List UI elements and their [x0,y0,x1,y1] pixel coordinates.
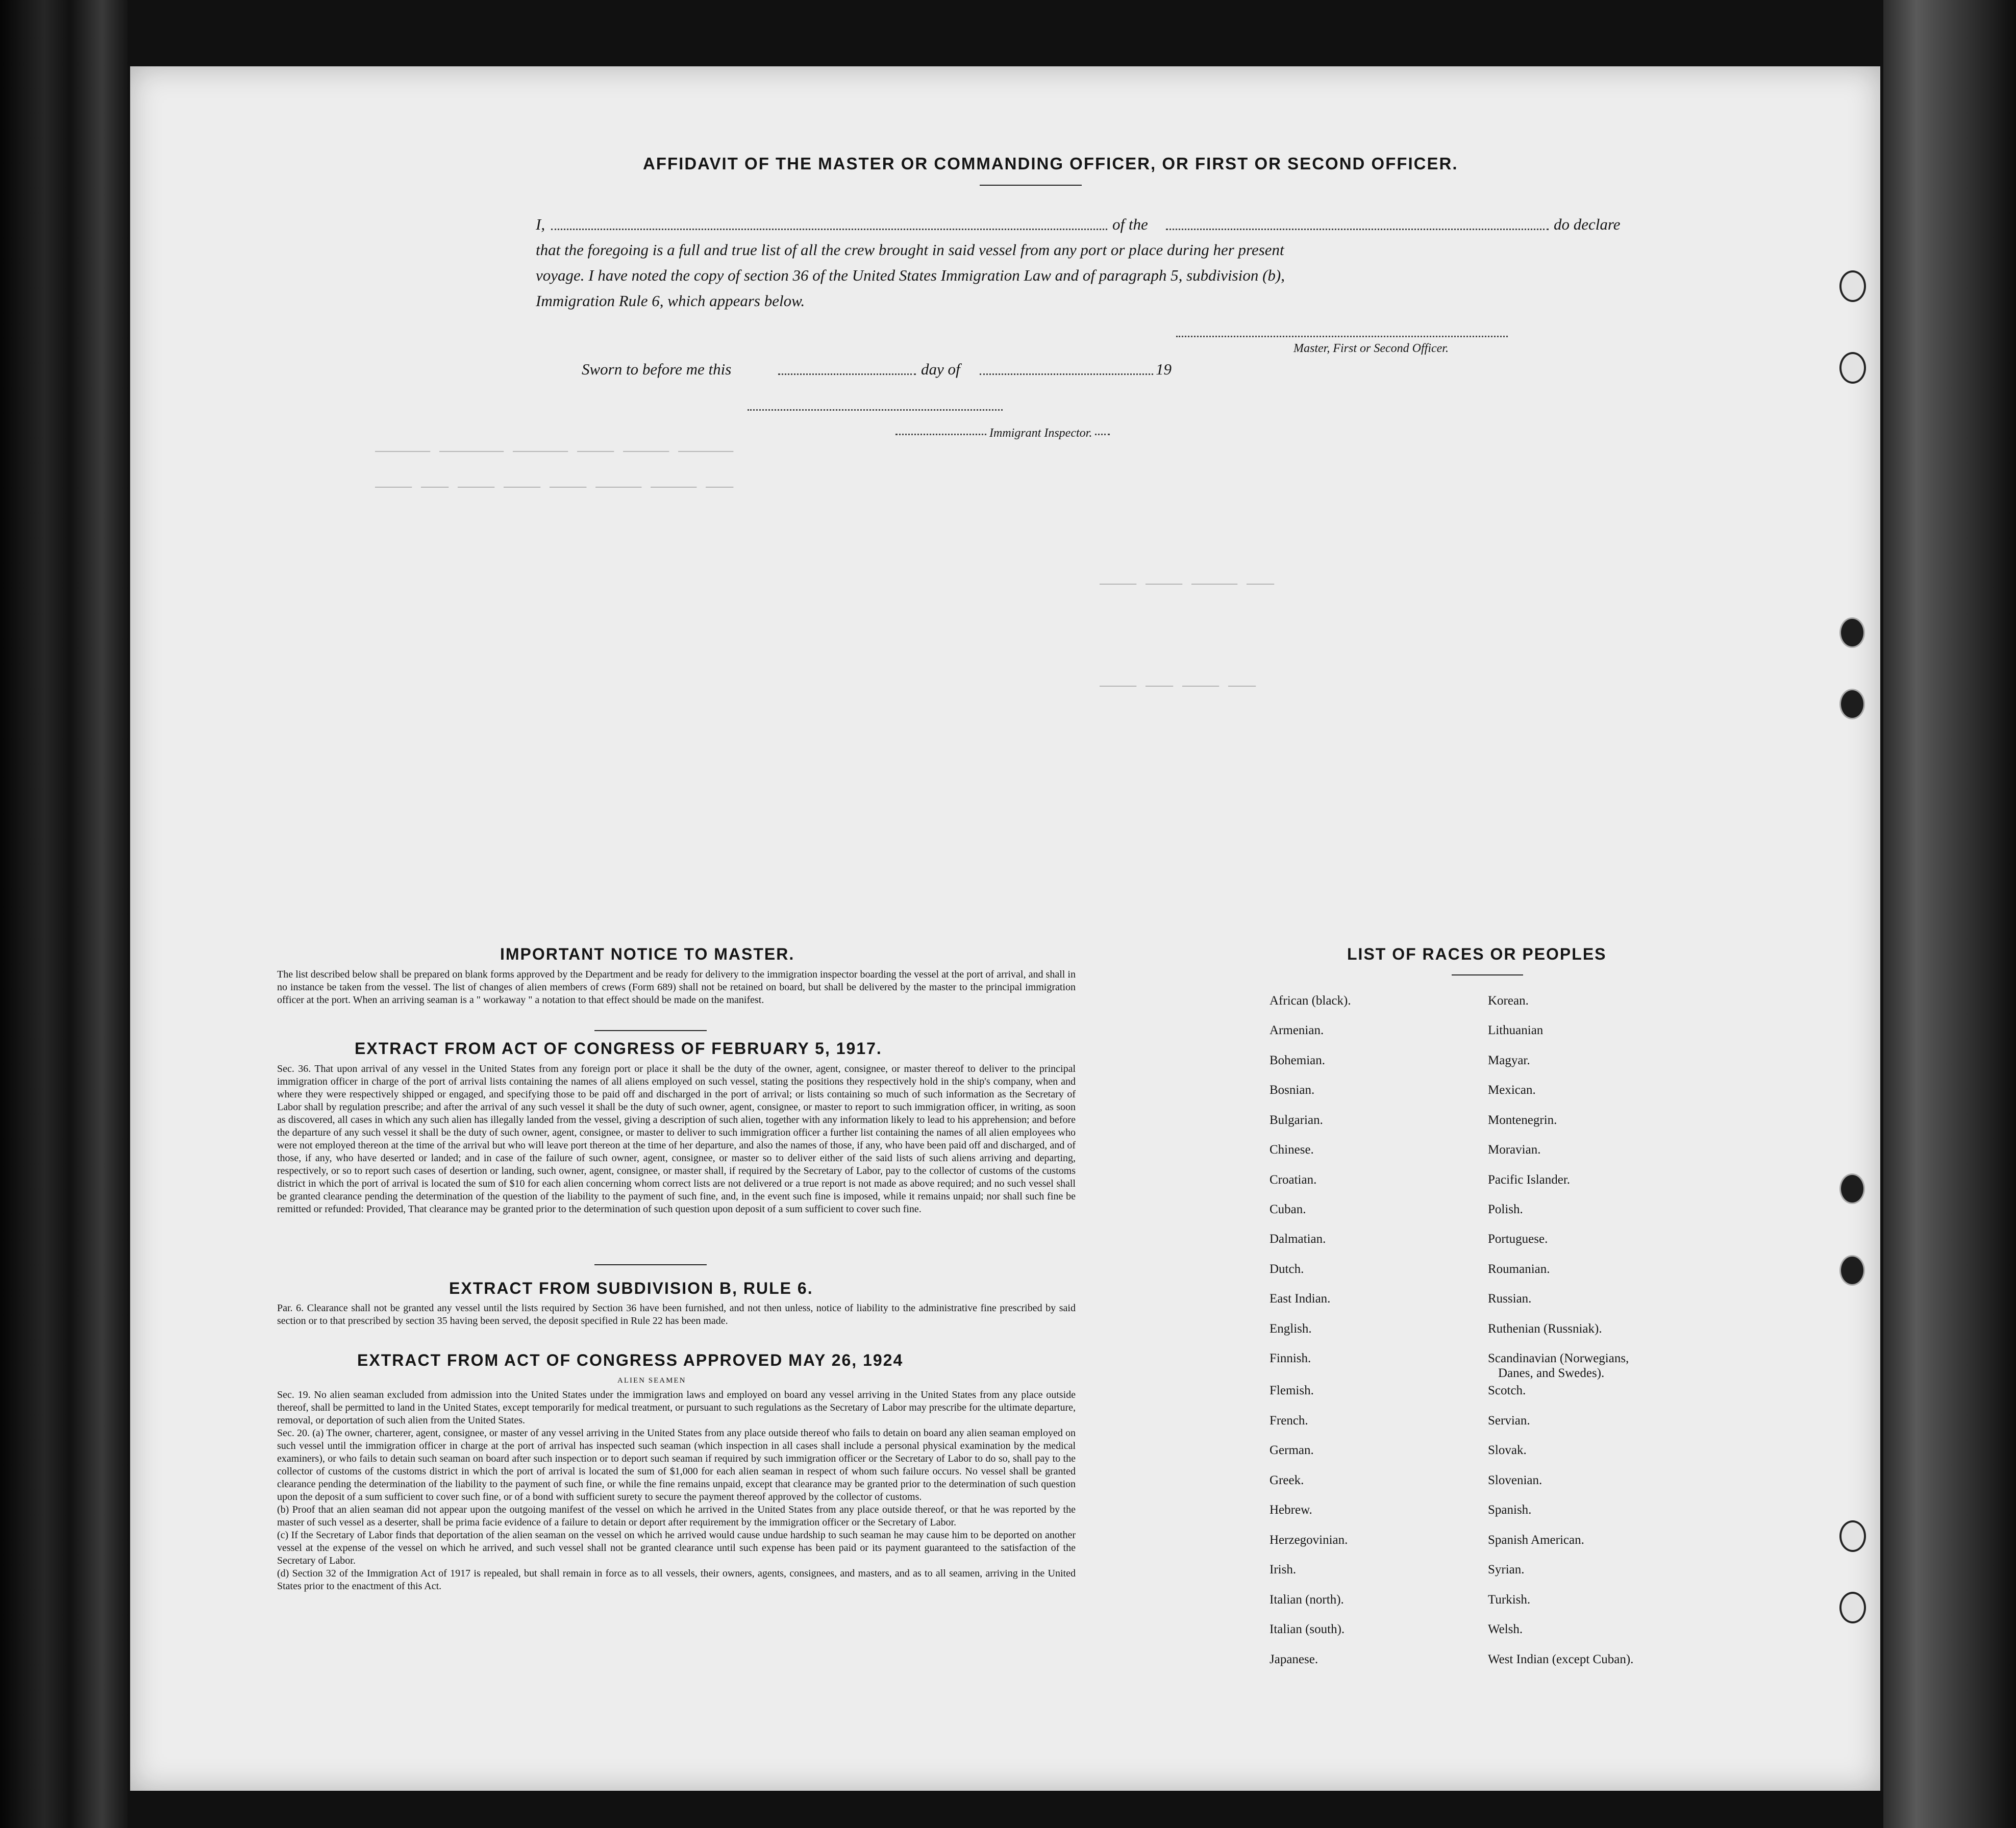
inspector-label: Immigrant Inspector. [987,427,1094,440]
race-item: French. [1270,1414,1308,1428]
sec-20d-text: (d) Section 32 of the Immigration Act of 1917 is repealed, but shall remain in force as to all vessels, their owners, agents, consignees, and masters, and as to all seamen, arriving in the United States prior to the enactment of this Act. [277,1568,1076,1592]
inspector-line-1 [748,409,1003,411]
race-item: Mexican. [1488,1083,1536,1097]
race-item: Flemish. [1270,1384,1314,1397]
race-item: Spanish. [1488,1503,1532,1517]
race-item: Irish. [1270,1563,1297,1576]
race-item: Chinese. [1270,1143,1314,1157]
sworn-month-blank [980,373,1153,375]
extract-1924-subtitle: ALIEN SEAMEN [617,1376,686,1385]
races-list [1270,994,1729,1688]
sec-20b-text: (b) Proof that an alien seaman did not appear upon the outgoing manifest of the vessel on which he arrived in the United States from any place outside thereof, or that he was reported by the master of such vessel as a deserter, shall be prima facie evidence of a failure to detain or deport after requirement by the immigration officer or the Secretary of Labor. [277,1504,1076,1528]
bleed-through: ──── ─── ──── ──── ──── ───── ───── ─── [375,480,734,497]
master-signature-label: Master, First or Second Officer. [1293,342,1449,355]
punch-hole [1839,1255,1865,1286]
race-item: Bosnian. [1270,1083,1315,1097]
race-item: Roumanian. [1488,1262,1550,1276]
punch-hole [1839,352,1866,384]
race-item: Spanish American. [1488,1533,1584,1547]
race-item: Armenian. [1270,1023,1324,1037]
race-item: Turkish. [1488,1593,1531,1607]
sworn-day-of: day of [921,360,960,378]
race-item: Croatian. [1270,1173,1317,1187]
affidavit-title: AFFIDAVIT OF THE MASTER OR COMMANDING OFFICER, OR FIRST OR SECOND OFFICER. [643,154,1458,173]
affidavit-line3: voyage. I have noted the copy of section 36 of the United States Immigration Law and of paragraph 5, subdivision (b), [536,266,1285,284]
sec-20a-text: Sec. 20. (a) The owner, charterer, agent, consignee, or master of any vessel arriving in the United States from any place outside thereof who fails to detain on board any alien seaman employed on such vessel until the immigration officer in charge at the port of arrival has inspected such seaman (which inspection in all cases shall include a personal physical examination by the medical examiners), or who fails to detain such seaman on board after such inspection or to deport such seaman if required by such immigration officer or the Secretary of Labor to do so, shall pay to the collector of customs of the customs district in which the port of arrival is located the sum of $1,000 for each alien seaman in respect of whom such failure occurs. No vessel shall be granted clearance pending the determination of the liability to the payment of such fine, or while the fine remains unpaid, except that clearance may be granted prior to the determination of such question upon the deposit of a sum sufficient to cover such fine, or of a bond with sufficient surety to secure the payment thereof approved by the collector of customs. [277,1428,1076,1503]
document-page [130,66,1880,1791]
race-item: Welsh. [1488,1622,1523,1636]
race-item: Dalmatian. [1270,1232,1326,1246]
affidavit-i: I, [536,215,545,233]
bleed-through: ──── ─── ──── ─── [1100,679,1256,696]
vessel-blank [1166,229,1549,230]
binder-left-edge [0,0,128,1828]
divider [594,1030,707,1031]
race-item: African (black). [1270,994,1351,1008]
race-item: Danes, and Swedes). [1498,1366,1605,1380]
sec-20c-text: (c) If the Secretary of Labor finds that deportation of the alien seaman on the vessel on which he arrived would cause undue hardship to such seaman he may cause him to be deported on another vessel at the expense of the vessel on which he arrived, and such vessel shall not be granted clearance until such expense has been paid or its payment guaranteed to the satisfaction of the Secretary of Labor. [277,1530,1076,1566]
race-item: Herzegovinian. [1270,1533,1348,1547]
race-item: Japanese. [1270,1652,1318,1666]
extract-1917-title: EXTRACT FROM ACT OF CONGRESS OF FEBRUARY 5, 1917. [355,1039,882,1058]
race-item: West Indian (except Cuban). [1488,1652,1634,1666]
punch-hole [1839,270,1866,302]
name-blank [551,229,1107,230]
race-item: Hebrew. [1270,1503,1312,1517]
extract-1924-body [277,1389,1076,1593]
race-item: Magyar. [1488,1054,1530,1067]
race-item: Montenegrin. [1488,1113,1557,1127]
binder-right-edge [1883,0,2016,1828]
divider [594,1264,707,1265]
race-item: Dutch. [1270,1262,1304,1276]
race-item: German. [1270,1443,1314,1457]
race-item: Italian (south). [1270,1622,1345,1636]
race-item: Italian (north). [1270,1593,1344,1607]
race-item: Finnish. [1270,1351,1311,1365]
punch-hole [1839,689,1865,719]
affidavit-of-the: of the [1112,215,1148,233]
notice-title: IMPORTANT NOTICE TO MASTER. [500,945,795,963]
race-item: Portuguese. [1488,1232,1548,1246]
affidavit-declare: do declare [1554,215,1621,233]
notice-text: The list described below shall be prepared on blank forms approved by the Department and be ready for delivery to the immigration inspector boarding the vessel at the port of arrival, and shall in no instance be taken from the vessel. The list of changes of alien members of crews (Form 689) shall not be retained on board, but shall be delivered by the master to the principal immigration officer at the port. When an arriving seaman is a " workaway " a notation to that effect should be made on the manifest. [277,969,1076,1006]
extract-1917-text: Sec. 36. That upon arrival of any vessel in the United States from any foreign port or place it shall be the duty of the owner, agent, consignee, or master thereof to deliver to the principal immigration officer in charge of the port of arrival lists containing the names of all aliens employed on such vessel, stating the positions they respectively hold in the ship's company, when and where they were respectively shipped or engaged, and specifying those to be paid off and discharged in the port of arrival; or lists containing so much of such information as the Secretary of Labor shall by regulation prescribe; and after the arrival of any such vessel it shall be the duty of such owner, agent, consignee, or master to report to such immigration officer, in writing, as soon as discovered, all cases in which any such alien has illegally landed from the vessel, giving a description of such alien, together with any information likely to lead to his apprehension; and before the departure of any such vessel it shall be the duty of such owner, agent, consignee, or master to deliver to such immigration officer a further list containing the names of all alien employees who were not employed thereon at the time of the arrival but who will leave port thereon at the time of her departure, and also the names of those, if any, who have been paid off and discharged, and of those, if any, who have deserted or landed; and in case of the failure of such owner, agent, consignee, or master so to deliver either of the said lists of such aliens arriving and departing, respectively, or so to report such cases of desertion or landing, such owner, agent, consignee, or master shall, if required by the Secretary of Labor, pay to the collector of customs of the customs district in which the port of arrival is located the sum of $10 for each alien concerning whom correct lists are not delivered or a true report is not made as above required; and no such vessel shall be granted clearance pending the determination of the question of the liability to the payment of such fine, and, in the event such fine is imposed, while it remains unpaid; nor shall such fine be remitted or refunded: Provided, That clearance may be granted prior to the determination of such question upon deposit of a sum sufficient to cover such fine. [277,1063,1076,1215]
race-item: Cuban. [1270,1203,1306,1216]
race-item: Scotch. [1488,1384,1526,1397]
sec-19-text: Sec. 19. No alien seaman excluded from admission into the United States under the immigration laws and employed on board any vessel arriving in the United States from any place outside thereof, shall be permitted to land in the United States, except temporarily for medical treatment, or pursuant to such regulations as the Secretary of Labor may prescribe for the ultimate departure, removal, or deportation of such alien from the United States. [277,1389,1076,1426]
bleed-through: ──── ──── ───── ─── [1100,577,1275,594]
race-item: Moravian. [1488,1143,1541,1157]
race-item: Slovenian. [1488,1473,1542,1487]
punch-hole [1839,1520,1866,1552]
race-item: English. [1270,1322,1312,1336]
punch-hole [1839,617,1865,648]
sworn-year: 19 [1156,360,1172,378]
affidavit-line2: that the foregoing is a full and true list of all the crew brought in said vessel from any port or place during her present [536,241,1284,259]
extract-1924-title: EXTRACT FROM ACT OF CONGRESS APPROVED MAY 26, 1924 [357,1351,904,1369]
sworn-label: Sworn to before me this [582,360,732,378]
race-item: Korean. [1488,994,1529,1008]
race-item: Lithuanian [1488,1023,1544,1037]
race-item: Greek. [1270,1473,1304,1487]
divider [1452,974,1523,975]
races-title: LIST OF RACES OR PEOPLES [1347,945,1607,963]
race-item: Slovak. [1488,1443,1527,1457]
master-signature-line [1176,336,1508,337]
sworn-day-blank [778,373,916,375]
punch-hole [1839,1592,1866,1623]
bleed-through: ────── ─────── ────── ──── ───── ────── [375,444,734,461]
rule6-title: EXTRACT FROM SUBDIVISION B, RULE 6. [449,1279,813,1297]
divider [980,185,1082,186]
race-item: Polish. [1488,1203,1523,1216]
race-item: Russian. [1488,1292,1532,1306]
race-item: Bohemian. [1270,1054,1326,1067]
race-item: Servian. [1488,1414,1530,1428]
race-item: Pacific Islander. [1488,1173,1571,1187]
punch-hole [1839,1173,1865,1204]
race-item: Ruthenian (Russniak). [1488,1322,1602,1336]
rule6-text: Par. 6. Clearance shall not be granted any vessel until the lists required by Section 36 have been furnished, and not then unless, notice of liability to the administrative fine prescribed by said section or to that prescribed by section 35 having been served, the deposit specified in Rule 22 has been made. [277,1303,1076,1326]
race-item: Bulgarian. [1270,1113,1323,1127]
race-item: Syrian. [1488,1563,1525,1576]
affidavit-line4: Immigration Rule 6, which appears below. [536,292,805,310]
race-item: East Indian. [1270,1292,1331,1306]
race-item: Scandinavian (Norwegians, [1488,1351,1629,1365]
